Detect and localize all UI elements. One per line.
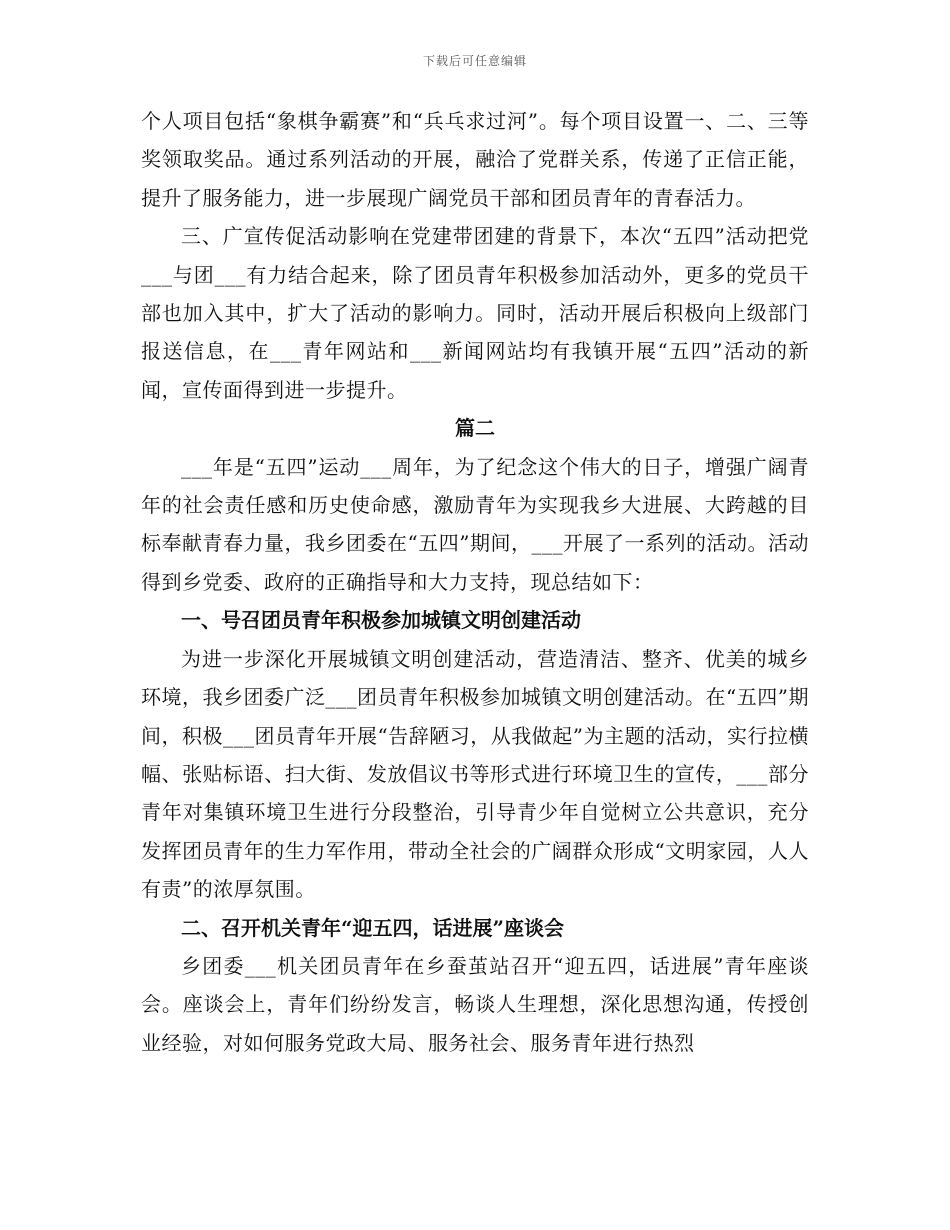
paragraph-1: 个人项目包括“象棋争霸赛”和“兵乓求过河”。每个项目设置一、二、三等奖领取奖品。通过系列活动的开展，融洽了党群关系，传递了正信正能，提升了服务能力，进一步展现广阔党员干部和团员青年的青春活力。: [141, 109, 809, 210]
subheading-1: 一、号召团员青年积极参加城镇文明创建活动: [181, 608, 581, 633]
page-header: 下载后可任意编辑: [422, 54, 527, 68]
document-body: [141, 102, 809, 1062]
paragraph-3: ___年是“五四”运动___周年，为了纪念这个伟大的日子，增强广阔青年的社会责任感和历史使命感，激励青年为实现我乡大进展、大跨越的目标奉献青春力量，我乡团委在“五四”期间，___开展了一系列的活动。活动得到乡党委、政府的正确指导和大力支持，现总结如下：: [141, 454, 809, 594]
paragraph-2: 三、广宣传促活动影响在党建带团建的背景下，本次“五四”活动把党___与团___有力结合起来，除了团员青年积极参加活动外，更多的党员干部也加入其中，扩大了活动的影响力。同时，活动开展后积极向上级部门报送信息，在___青年网站和___新闻网站均有我镇开展“五四”活动的新闻，宣传面得到进一步提升。: [141, 224, 809, 402]
subheading-2: 二、召开机关青年“迎五四，话进展”座谈会: [181, 915, 565, 940]
section-title: 篇二: [455, 416, 495, 441]
paragraph-5: 乡团委___机关团员青年在乡蚕茧站召开“迎五四，话进展”青年座谈会。座谈会上，青年们纷纷发言，畅谈人生理想，深化思想沟通，传授创业经验，对如何服务党政大局、服务社会、服务青年进行热烈: [141, 953, 809, 1055]
paragraph-4: 为进一步深化开展城镇文明创建活动，营造清洁、整齐、优美的城乡环境，我乡团委广泛___团员青年积极参加城镇文明创建活动。在“五四”期间，积极___团员青年开展“告辞陋习，从我做起”为主题的活动，实行拉横幅、张贴标语、扫大街、发放倡议书等形式进行环境卫生的宣传，___部分青年对集镇环境卫生进行分段整治，引导青少年自觉树立公共意识，充分发挥团员青年的生力军作用，带动全社会的广阔群众形成“文明家园，人人有责”的浓厚氛围。: [141, 646, 809, 902]
